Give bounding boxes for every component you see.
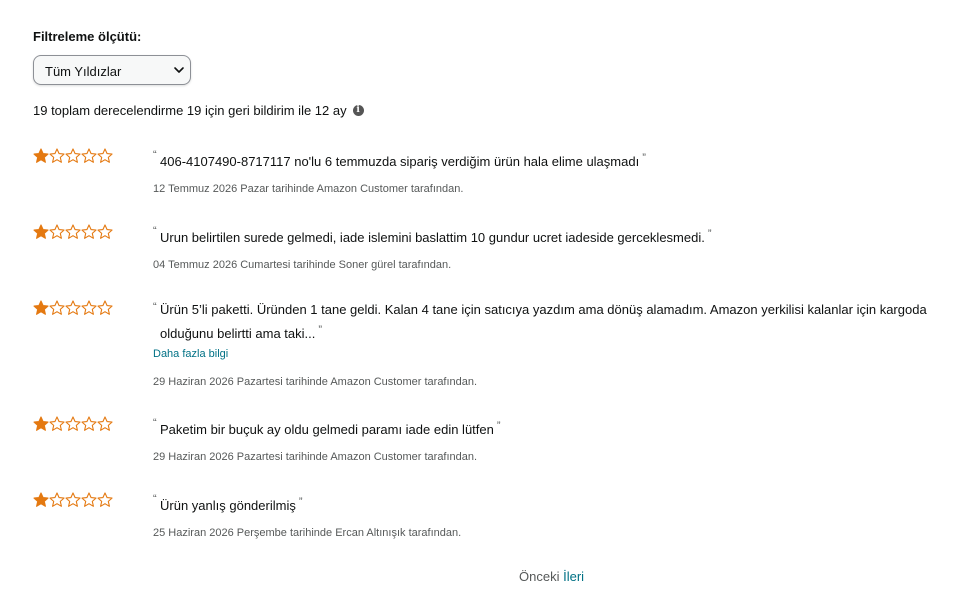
star-rating [33,148,113,164]
star-empty-icon [81,416,97,432]
star-filter-value: Tüm Yıldızlar [45,64,122,79]
star-filled-icon [33,148,49,164]
star-empty-icon [49,492,65,508]
star-empty-icon [81,492,97,508]
star-empty-icon [97,224,113,240]
star-empty-icon [81,300,97,316]
ratings-summary [33,103,364,118]
filter-label: Filtreleme ölçütü: [33,29,142,44]
star-rating [33,300,113,316]
review-meta: 25 Haziran 2026 Perşembe tarihinde Ercan Altınışık tarafından. [153,527,462,539]
star-filled-icon [33,224,49,240]
review-text[interactable]: “ Ürün 5’li paketti. Üründen 1 tane geldi. Kalan 4 tane için satıcıya yazdım ama dönüş alamadım. Amazon yerkilisi kalanlar için kargoda olduğunu belirtti ama taki... ” [153,301,927,341]
previous-page-button: Önceki [519,569,560,584]
star-empty-icon [97,148,113,164]
star-empty-icon [49,416,65,432]
star-empty-icon [81,148,97,164]
review-meta: 29 Haziran 2026 Pazartesi tarihinde Amazon Customer tarafından. [153,451,478,463]
star-rating [33,224,113,240]
read-more-link[interactable]: Daha fazla bilgi [153,348,229,360]
star-empty-icon [49,300,65,316]
review-text[interactable]: “ 406-4107490-8717117 no'lu 6 temmuzda sipariş verdiğim ürün hala elime ulaşmadı ” [153,149,646,169]
review-meta: 29 Haziran 2026 Pazartesi tarihinde Amazon Customer tarafından. [153,376,478,388]
star-filter-select[interactable] [33,55,191,85]
info-icon[interactable]: i [353,105,364,116]
star-rating [33,492,113,508]
star-empty-icon [65,300,81,316]
review-text[interactable]: “ Paketim bir buçuk ay oldu gelmedi paramı iade edin lütfen ” [153,417,501,437]
review-meta: 04 Temmuz 2026 Cumartesi tarihinde Soner gürel tarafından. [153,259,452,271]
review-text[interactable]: “ Ürün yanlış gönderilmiş ” [153,493,303,513]
star-filled-icon [33,492,49,508]
star-rating [33,416,113,432]
chevron-down-icon [173,64,185,76]
review-meta: 12 Temmuz 2026 Pazar tarihinde Amazon Customer tarafından. [153,183,464,195]
ratings-summary-text: 19 toplam derecelendirme 19 için geri bildirim ile 12 ay [33,103,347,118]
pagination [519,569,584,584]
star-empty-icon [65,148,81,164]
star-empty-icon [97,492,113,508]
next-page-button[interactable]: İleri [563,569,585,584]
star-filled-icon [33,416,49,432]
review-text[interactable]: “ Urun belirtilen surede gelmedi, iade islemini baslattim 10 gundur ucret iadeside gerceklesmedi. ” [153,225,712,245]
star-empty-icon [65,492,81,508]
star-empty-icon [49,224,65,240]
star-empty-icon [97,416,113,432]
star-empty-icon [97,300,113,316]
star-empty-icon [65,224,81,240]
star-empty-icon [65,416,81,432]
star-empty-icon [81,224,97,240]
star-filled-icon [33,300,49,316]
star-empty-icon [49,148,65,164]
